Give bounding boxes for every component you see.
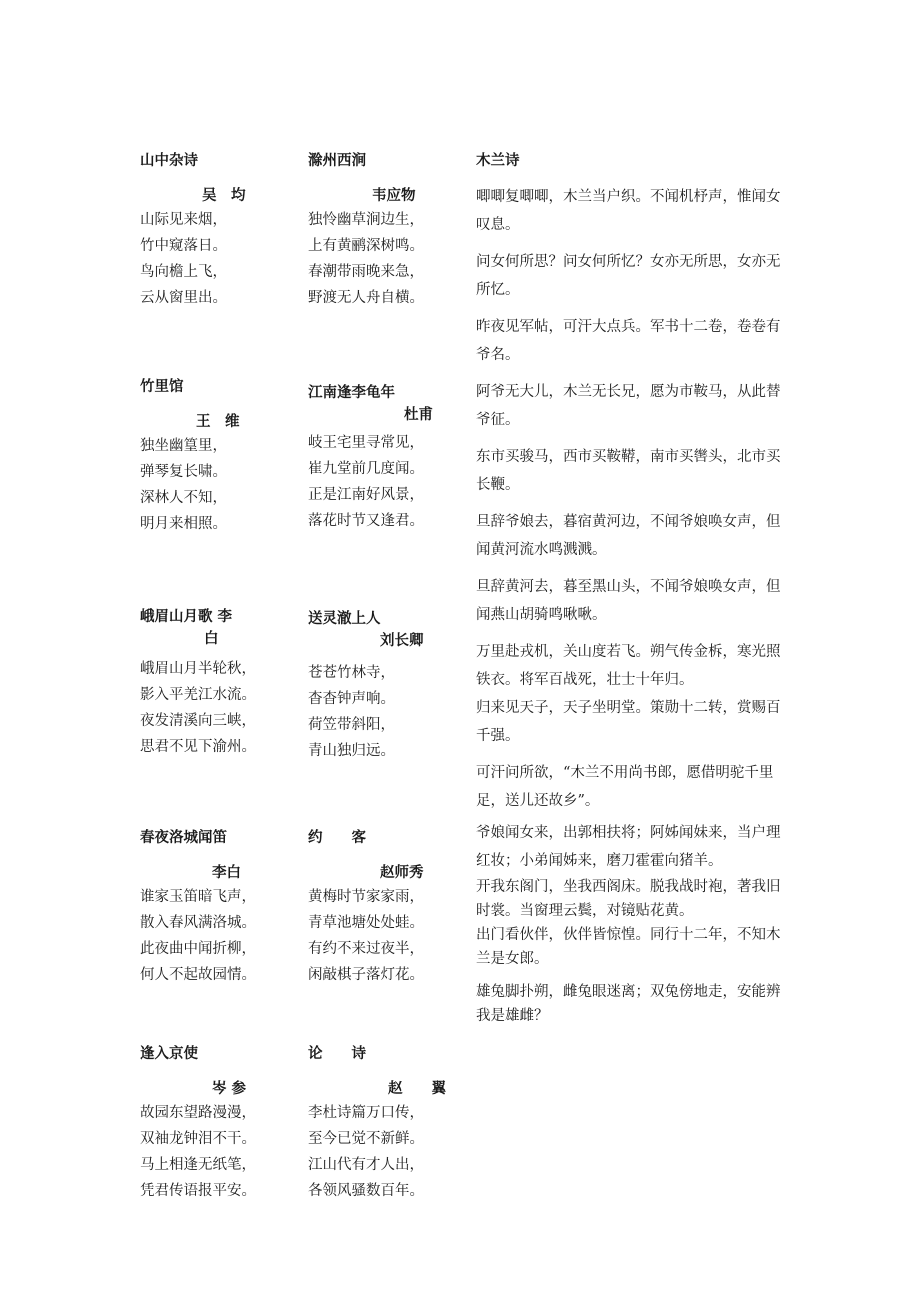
mulan-paragraph: 归来见天子，天子坐明堂。策勋十二转，赏赐百千强。	[476, 700, 781, 744]
mulan-paragraph: 旦辞爷娘去，暮宿黄河边，不闻爷娘唤女声，但闻黄河流水鸣溅溅。	[476, 514, 781, 558]
poem-line: 故园东望路漫漫，	[140, 1105, 256, 1121]
poem-title: 江南逢李龟年	[308, 385, 395, 401]
poem-line: 云从窗里出。	[140, 290, 227, 306]
poem-author: 刘长卿	[380, 633, 424, 649]
poem-lun-shi	[308, 1043, 446, 1204]
poem-author: 岑 参	[212, 1081, 247, 1097]
poem-title: 山中杂诗	[140, 153, 198, 169]
poem-feng-rujing-shi	[140, 1043, 256, 1204]
poem-line: 双袖龙钟泪不干。	[140, 1131, 256, 1147]
poem-title: 逢入京使	[140, 1046, 198, 1062]
poem-author: 杜甫	[404, 407, 433, 423]
poem-title: 论 诗	[308, 1046, 366, 1062]
poem-jiangnan-feng-liguinian	[308, 382, 433, 534]
poem-title: 峨眉山月歌 李	[140, 609, 233, 625]
poem-title: 滁州西涧	[308, 153, 366, 169]
poem-line: 荷笠带斜阳，	[308, 717, 395, 733]
mulan-paragraph: 东市买骏马，西市买鞍鞯，南市买辔头，北市买长鞭。	[476, 449, 781, 493]
poem-title: 送灵澈上人	[308, 611, 381, 627]
poem-line: 岐王宅里寻常见，	[308, 435, 424, 451]
mulan-paragraph: 出门看伙伴，伙伴皆惊惶。同行十二年，不知木兰是女郎。	[476, 927, 781, 967]
poem-line: 思君不见下渝州。	[140, 739, 256, 755]
mulan-paragraph: 阿爷无大儿，木兰无长兄，愿为市鞍马，从此替爷征。	[476, 384, 781, 428]
poem-author: 李白	[212, 865, 241, 881]
mulan-paragraph: 开我东阁门，坐我西阁床。脱我战时袍，著我旧时裳。当窗理云鬓，对镜贴花黄。	[476, 879, 781, 919]
poem-line: 峨眉山月半轮秋，	[140, 661, 256, 677]
mulan-paragraph: 问女何所思？问女何所忆？女亦无所思，女亦无所忆。	[476, 254, 781, 298]
poem-line: 深林人不知，	[140, 490, 227, 506]
poem-line: 独坐幽篁里，	[140, 438, 227, 454]
poem-line: 散入春风满洛城。	[140, 915, 256, 931]
poem-line: 至今已觉不新鲜。	[308, 1131, 424, 1147]
mulan-paragraph: 爷娘闻女来，出郭相扶将；阿姊闻妹来，当户理红妆；小弟闻姊来，磨刀霍霍向猪羊。	[476, 825, 781, 869]
poem-line: 青草池塘处处蛙。	[308, 915, 424, 931]
poem-line: 谁家玉笛暗飞声，	[140, 889, 256, 905]
poem-author: 赵师秀	[380, 865, 424, 881]
poem-line: 落花时节又逢君。	[308, 513, 424, 529]
poem-author: 白	[204, 631, 219, 647]
poem-line: 黄梅时节家家雨，	[308, 889, 424, 905]
poem-line: 马上相逢无纸笔，	[140, 1157, 256, 1173]
poem-line: 何人不起故园情。	[140, 967, 256, 983]
poem-zhuli-guan	[140, 376, 240, 537]
poem-mulan-shi	[476, 150, 782, 1028]
poem-yue-ke	[308, 827, 424, 988]
poem-line: 野渡无人舟自横。	[308, 290, 424, 306]
mulan-paragraph: 雄兔脚扑朔，雌兔眼迷离；双兔傍地走，安能辨我是雄雌？	[476, 984, 781, 1024]
poem-author: 赵 翼	[388, 1081, 446, 1097]
poem-title: 木兰诗	[476, 153, 520, 169]
poem-line: 凭君传语报平安。	[140, 1183, 256, 1199]
poem-chuzhou-xijian	[308, 150, 424, 311]
poem-author: 王 维	[196, 414, 240, 430]
poem-line: 上有黄鹂深树鸣。	[308, 238, 424, 254]
poem-line: 杳杳钟声响。	[308, 691, 395, 707]
poem-line: 有约不来过夜半，	[308, 941, 424, 957]
mulan-paragraph: 万里赴戎机，关山度若飞。朔气传金柝，寒光照铁衣。将军百战死，壮士十年归。	[476, 644, 781, 688]
poem-emei-shanyue-ge	[140, 606, 256, 760]
poem-shanzhong-zashi	[140, 150, 246, 311]
poem-line: 正是江南好风景，	[308, 487, 424, 503]
poem-line: 此夜曲中闻折柳，	[140, 941, 256, 957]
poem-line: 鸟向檐上飞，	[140, 264, 227, 280]
poem-line: 独怜幽草涧边生，	[308, 212, 424, 228]
poem-title: 竹里馆	[140, 379, 184, 395]
poem-line: 明月来相照。	[140, 516, 227, 532]
poem-author: 韦应物	[372, 188, 416, 204]
poem-title: 春夜洛城闻笛	[140, 830, 227, 846]
poem-line: 李杜诗篇万口传，	[308, 1105, 424, 1121]
mulan-paragraph: 唧唧复唧唧，木兰当户织。不闻机杼声，惟闻女叹息。	[476, 189, 781, 233]
poem-chunye-luocheng-wendi	[140, 827, 256, 988]
mulan-paragraph: 昨夜见军帖，可汗大点兵。军书十二卷，卷卷有爷名。	[476, 319, 781, 363]
poem-line: 山际见来烟，	[140, 212, 227, 228]
poem-line: 青山独归远。	[308, 743, 395, 759]
mulan-paragraph: 旦辞黄河去，暮至黑山头，不闻爷娘唤女声，但闻燕山胡骑鸣啾啾。	[476, 579, 781, 623]
poem-author: 吴 均	[202, 188, 246, 204]
poem-line: 闲敲棋子落灯花。	[308, 967, 424, 983]
poem-song-lingche-shangren	[308, 608, 424, 764]
poem-line: 春潮带雨晚来急，	[308, 264, 424, 280]
mulan-paragraph: 可汗问所欲，“木兰不用尚书郎，愿借明驼千里足，送儿还故乡”。	[476, 765, 774, 809]
poem-line: 影入平羌江水流。	[140, 687, 256, 703]
poem-line: 崔九堂前几度闻。	[308, 461, 424, 477]
poem-line: 各领风骚数百年。	[308, 1183, 424, 1199]
poem-title: 约 客	[308, 830, 366, 846]
poem-line: 苍苍竹林寺，	[308, 665, 395, 681]
poem-line: 弹琴复长啸。	[140, 464, 227, 480]
poem-line: 竹中窥落日。	[140, 238, 227, 254]
poem-line: 夜发清溪向三峡，	[140, 713, 256, 729]
poem-line: 江山代有才人出，	[308, 1157, 424, 1173]
